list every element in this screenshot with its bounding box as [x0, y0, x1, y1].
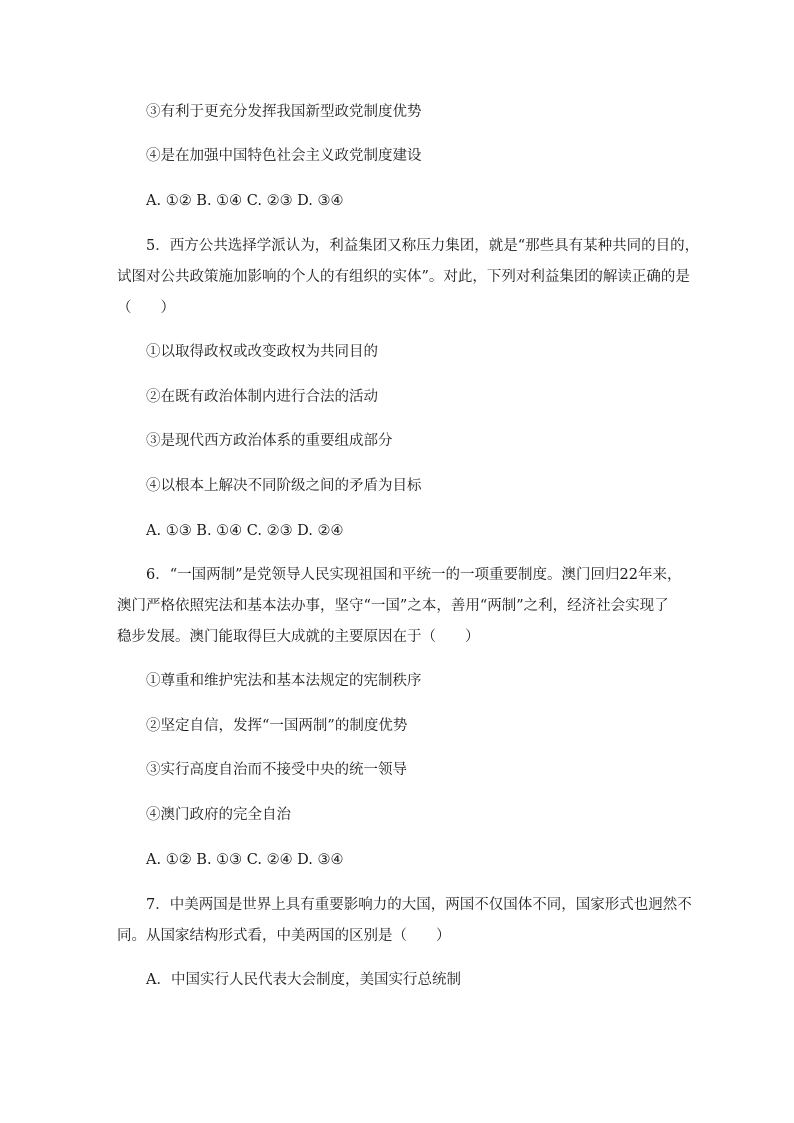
q5-option-4: ④以根本上解决不同阶级之间的矛盾为目标 — [146, 478, 422, 494]
q4-option-3: ③有利于更充分发挥我国新型政党制度优势 — [146, 104, 422, 120]
q5-option-3: ③是现代西方政治体系的重要组成部分 — [146, 433, 393, 449]
q5-stem-line-2: 试图对公共政策施加影响的个人的有组织的实体”。对此，下列对利益集团的解读正确的是 — [117, 269, 690, 285]
q6-answer-choices: A. ①② B. ①③ C. ②④ D. ③④ — [146, 852, 344, 868]
q6-stem-line-2: 澳门严格依照宪法和基本法办事，坚守“一国”之本，善用“两制”之利，经济社会实现了 — [117, 598, 669, 614]
q6-stem-line-1: 6．“一国两制”是党领导人民实现祖国和平统一的一项重要制度。澳门回归22年来， — [146, 567, 682, 583]
q5-option-1: ①以取得政权或改变政权为共同目的 — [146, 344, 378, 360]
q7-stem-line-2: 同。从国家结构形式看，中美两国的区别是（ ） — [117, 928, 451, 944]
q5-answer-choices: A. ①③ B. ①④ C. ②③ D. ②④ — [146, 523, 344, 539]
q5-option-2: ②在既有政治体制内进行合法的活动 — [146, 389, 378, 405]
q5-stem-line-1: 5．西方公共选择学派认为，利益集团又称压力集团，就是“那些具有某种共同的目的， — [146, 238, 700, 254]
q4-option-4: ④是在加强中国特色社会主义政党制度建设 — [146, 148, 422, 164]
q6-option-1: ①尊重和维护宪法和基本法规定的宪制秩序 — [146, 673, 422, 689]
q4-answer-choices: A. ①② B. ①④ C. ②③ D. ③④ — [146, 193, 344, 209]
q6-option-2: ②坚定自信，发挥“一国两制”的制度优势 — [146, 718, 408, 734]
q6-option-3: ③实行高度自治而不接受中央的统一领导 — [146, 762, 407, 778]
q6-stem-line-3: 稳步发展。澳门能取得巨大成就的主要原因在于（ ） — [117, 629, 480, 645]
q7-stem-line-1: 7．中美两国是世界上具有重要影响力的大国，两国不仅国体不同，国家形式也迥然不 — [146, 897, 692, 913]
q7-option-a: A．中国实行人民代表大会制度，美国实行总统制 — [146, 972, 461, 988]
q6-option-4: ④澳门政府的完全自治 — [146, 807, 291, 823]
q5-stem-line-3: （ ） — [117, 300, 175, 316]
